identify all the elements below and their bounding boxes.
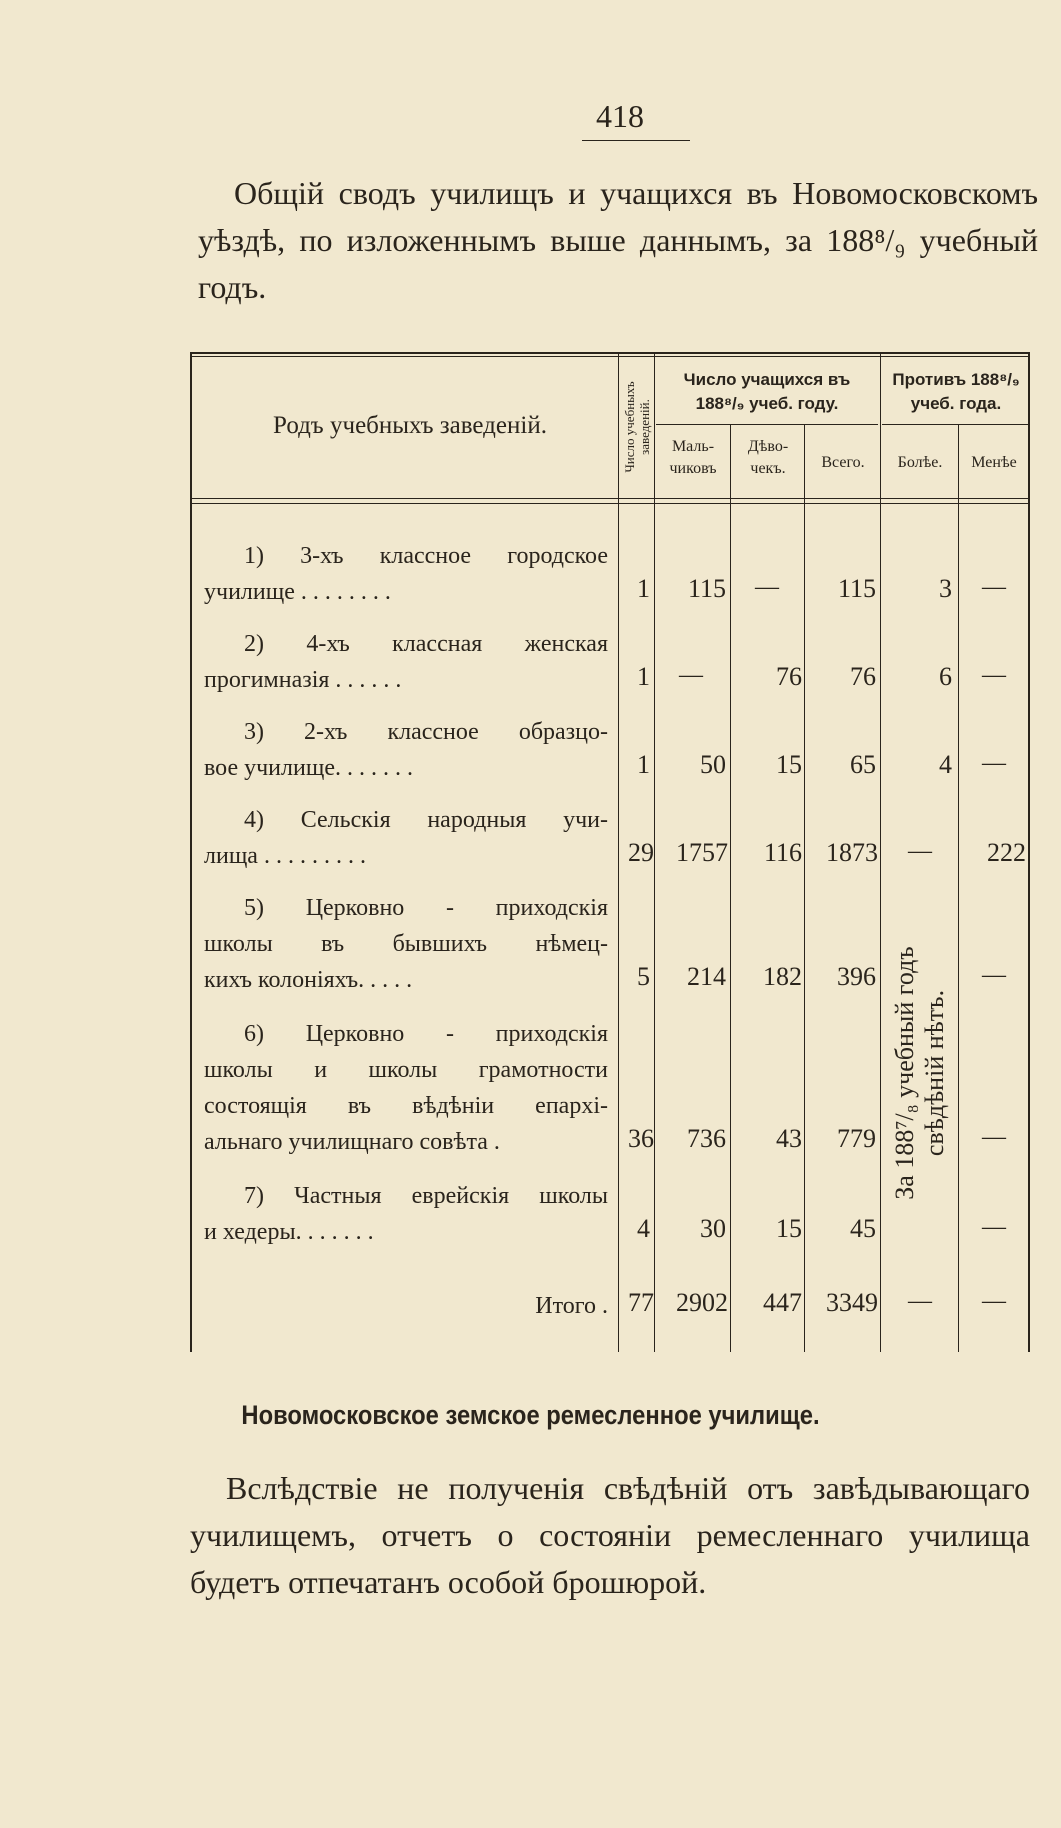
header-kind: Родъ учебныхъ заведеній. bbox=[273, 412, 547, 439]
row-3-more: 4 bbox=[939, 750, 952, 779]
table-row-1-name bbox=[204, 538, 608, 610]
closing-paragraph bbox=[190, 1465, 1030, 1606]
row-6-total: 779 bbox=[837, 1124, 876, 1153]
total-count: 77 bbox=[628, 1288, 654, 1317]
row-name-line: вое училище. . . . . . . bbox=[204, 755, 413, 781]
row-name-line: школы и школы грамотности bbox=[204, 1057, 608, 1083]
row-1-more: 3 bbox=[939, 574, 952, 603]
header-bottom-rule bbox=[190, 498, 1030, 499]
header-bottom-rule-2 bbox=[190, 503, 1030, 504]
row-4-total: 1873 bbox=[826, 838, 878, 867]
row-5-girls: 182 bbox=[763, 962, 802, 991]
header-more: Болѣе. bbox=[897, 454, 943, 471]
header-count: Число учебныхъ заведеній. bbox=[622, 381, 652, 473]
row-5-less: — bbox=[982, 962, 1006, 988]
total-boys: 2902 bbox=[676, 1288, 728, 1317]
row-5-boys: 214 bbox=[687, 962, 726, 991]
row-6-boys: 736 bbox=[687, 1124, 726, 1153]
header-subrule-students bbox=[656, 424, 878, 425]
table-row-5-name bbox=[204, 890, 608, 998]
page-number-rule bbox=[582, 140, 690, 141]
no-data-note-text bbox=[890, 880, 950, 1266]
no-data-note-line-2: свѣдѣній нѣтъ. bbox=[920, 989, 949, 1157]
row-4-boys: 1757 bbox=[676, 838, 728, 867]
vrule-count-right bbox=[654, 352, 655, 1352]
row-name-line: 1) 3-хъ классное городское bbox=[244, 543, 608, 569]
row-4-count: 29 bbox=[628, 838, 654, 867]
row-3-less: — bbox=[982, 750, 1006, 776]
row-1-girls: — bbox=[755, 574, 779, 600]
row-2-more: 6 bbox=[939, 662, 952, 691]
left-border bbox=[190, 352, 192, 1352]
row-2-boys: — bbox=[679, 662, 703, 688]
row-3-boys: 50 bbox=[700, 750, 726, 779]
row-name-line: школы въ бывшихъ нѣмец- bbox=[204, 931, 608, 957]
right-border bbox=[1028, 352, 1030, 1352]
row-name-line: 4) Сельскія народныя учи- bbox=[244, 807, 608, 833]
row-7-less: — bbox=[982, 1214, 1006, 1240]
closing-text: Вслѣдствіе не полученія свѣдѣній отъ завѣдывающаго училищемъ, отчетъ о состояніи ремесленнаго училища будетъ отпечатанъ особой брошюрой. bbox=[190, 1470, 1030, 1600]
vrule-count-left bbox=[618, 352, 619, 1352]
row-3-total: 65 bbox=[850, 750, 876, 779]
row-2-count: 1 bbox=[637, 662, 650, 691]
table-row-2-name bbox=[204, 626, 608, 698]
row-name-line: училище . . . . . . . . bbox=[204, 579, 391, 605]
total-less: — bbox=[982, 1288, 1006, 1314]
row-2-less: — bbox=[982, 662, 1006, 688]
row-5-count: 5 bbox=[637, 962, 650, 991]
vrule-girls-right bbox=[804, 424, 805, 1352]
row-name-line: лища . . . . . . . . . bbox=[204, 843, 366, 869]
row-5-total: 396 bbox=[837, 962, 876, 991]
row-6-count: 36 bbox=[628, 1124, 654, 1153]
vrule-total-right bbox=[880, 352, 881, 1352]
intro-paragraph bbox=[198, 170, 1038, 311]
page-number: 418 bbox=[596, 98, 644, 134]
row-1-boys: 115 bbox=[687, 574, 726, 603]
row-name-line: 2) 4-хъ классная женская bbox=[244, 631, 608, 657]
row-6-girls: 43 bbox=[776, 1124, 802, 1153]
table-row-3-name bbox=[204, 714, 608, 786]
row-3-girls: 15 bbox=[776, 750, 802, 779]
row-name-line: прогимназія . . . . . . bbox=[204, 667, 402, 693]
row-name-line: и хедеры. . . . . . . bbox=[204, 1219, 374, 1245]
row-4-less: 222 bbox=[987, 838, 1026, 867]
intro-text: Общій сводъ училищъ и учащихся въ Новомосковскомъ уѣздѣ, по изложеннымъ выше даннымъ, за 188⁸/₉ учебный годъ. bbox=[198, 175, 1038, 305]
total-total: 3349 bbox=[826, 1288, 878, 1317]
header-total: Всего. bbox=[821, 454, 865, 471]
header-students-group: Число учащихся въ 188⁸/₉ учеб. году. bbox=[683, 370, 851, 413]
row-2-total: 76 bbox=[850, 662, 876, 691]
no-data-note-line-1: За 188⁷/₈ учебный годъ bbox=[890, 946, 919, 1200]
no-data-note bbox=[882, 880, 958, 1266]
header-girls: Дѣво-чекъ. bbox=[747, 438, 789, 477]
vrule-boys-right bbox=[730, 424, 731, 1352]
header-boys: Маль-чиковъ bbox=[669, 438, 717, 477]
total-girls: 447 bbox=[763, 1288, 802, 1317]
row-name-line: кихъ колоніяхъ. . . . . bbox=[204, 967, 413, 993]
vrule-more-right bbox=[958, 424, 959, 1352]
row-name-line: состоящія въ вѣдѣніи епархі- bbox=[204, 1093, 608, 1119]
table-row-4-name bbox=[204, 802, 608, 874]
header-count-cell bbox=[620, 356, 654, 498]
total-more: — bbox=[908, 1288, 932, 1314]
row-name-line: 6) Церковно - приходскія bbox=[244, 1021, 608, 1047]
header-vs-group: Противъ 188⁸/₉ учеб. года. bbox=[892, 370, 1020, 413]
section-heading: Новомосковское земское ремесленное училище. bbox=[241, 1400, 820, 1430]
row-7-girls: 15 bbox=[776, 1214, 802, 1243]
header-less: Менѣе bbox=[971, 454, 1017, 471]
row-3-count: 1 bbox=[637, 750, 650, 779]
row-4-girls: 116 bbox=[763, 838, 802, 867]
total-label: Итого . bbox=[535, 1293, 608, 1319]
header-subrule-vs bbox=[882, 424, 1030, 425]
row-7-count: 4 bbox=[637, 1214, 650, 1243]
table-top-rule bbox=[190, 352, 1030, 354]
row-name-line: 5) Церковно - приходскія bbox=[244, 895, 608, 921]
summary-table bbox=[190, 352, 1030, 1352]
row-name-line: альнаго училищнаго совѣта . bbox=[204, 1129, 500, 1155]
table-top-rule-thin bbox=[190, 356, 1030, 357]
row-6-less: — bbox=[982, 1124, 1006, 1150]
row-1-total: 115 bbox=[837, 574, 876, 603]
row-7-total: 45 bbox=[850, 1214, 876, 1243]
row-7-boys: 30 bbox=[700, 1214, 726, 1243]
row-name-line: 7) Частныя еврейскія школы bbox=[244, 1183, 608, 1209]
row-4-more: — bbox=[908, 838, 932, 864]
table-row-6-name bbox=[204, 1016, 608, 1160]
row-1-count: 1 bbox=[637, 574, 650, 603]
row-name-line: 3) 2-хъ классное образцо- bbox=[244, 719, 608, 745]
row-2-girls: 76 bbox=[776, 662, 802, 691]
row-1-less: — bbox=[982, 574, 1006, 600]
table-row-7-name bbox=[204, 1178, 608, 1250]
